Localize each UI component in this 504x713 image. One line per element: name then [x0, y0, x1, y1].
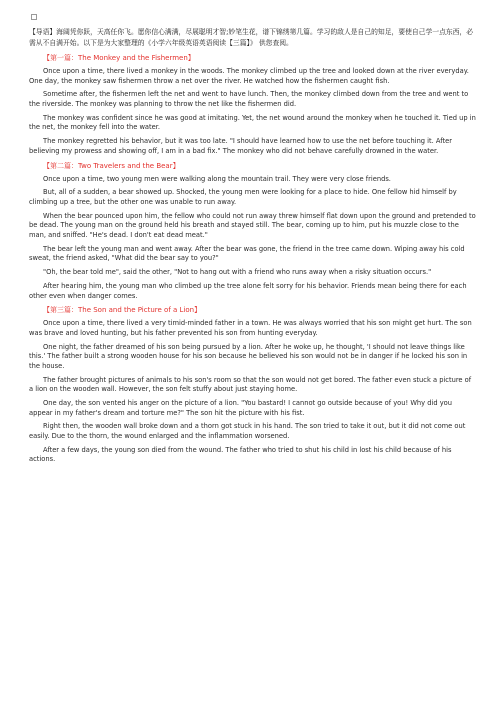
intro-text: 【导语】海阔凭你跃，天高任你飞。愿你信心满满，尽展聪明才智;妙笔生花，谱下锦绣第几篇。学习的敌人是自己的知足，要使自己学一点东西，必需从不自满开始。以下是为大家整理的《小学六年级英语英语阅读【三篇】》 供您查阅。: [29, 28, 474, 47]
story-paragraph: Once upon a time, there lived a very timid-minded father in a town. He was always worried that his son might get hurt. The son was brave and loved hunting, but his father prevented his son from hunting everyday.: [29, 319, 472, 337]
story-paragraph: Sometime after, the fishermen left the net and went to have lunch. Then, the monkey climbed down from the tree and went to the riverside. The monkey was planning to throw the net like the fishermen did.: [29, 90, 469, 108]
story-paragraph: One night, the father dreamed of his son being pursued by a lion. After he woke up, he thought, 'I should not leave things like this.' The father built a strong wooden house for his son because he believed his son would not be in danger if he locked his son in the house.: [29, 342, 468, 370]
story-sections: [29, 53, 476, 465]
section-title: 【第一篇：The Monkey and the Fishermen】: [43, 54, 195, 62]
document-body: [29, 27, 476, 469]
story-paragraph: Once upon a time, there lived a monkey in the woods. The monkey climbed up the tree and looked down at the river everyday. One day, the monkey saw fishermen throw a net over the river. He watched how the fishermen caught fish.: [29, 67, 469, 85]
page-corner-mark: [31, 14, 37, 20]
story-paragraph: The monkey was confident since he was good at imitating. Yet, the net wound around the monkey when he touched it. Tied up in the net, the monkey fell into the water.: [29, 113, 476, 132]
story-paragraph: Right then, the wooden wall broke down and a thorn got stuck in his hand. The son tried to take it out, but it did not come out easily. Due to the thorn, the wound enlarged and the inflammation worsened.: [29, 422, 466, 440]
story-section: [29, 161, 476, 301]
story-paragraph: The monkey regretted his behavior, but it was too late. "I should have learned how to use the net before touching it. After believing my prowess and showing off, I am in a bad fix." The monkey who did not behave carefully drowned in the water.: [29, 137, 452, 155]
section-title: 【第三篇：The Son and the Picture of a Lion】: [43, 306, 202, 315]
story-paragraph: After a few days, the young son died from the wound. The father who tried to shut his child in lost his child because of his actions.: [29, 445, 452, 464]
story-paragraph: Once upon a time, two young men were walking along the mountain trail. They were very close friends.: [43, 174, 391, 183]
story-paragraph: The father brought pictures of animals to his son's room so that the son would not get bored. The father even stuck a picture of a lion on the wooden wall. However, the son felt stuffy about just staying home.: [29, 375, 472, 394]
story-paragraph: "Oh, the bear told me", said the other, "Not to hang out with a friend who runs away when a risky situation occurs.": [43, 268, 432, 277]
story-section: [29, 305, 476, 464]
story-paragraph: One day, the son vented his anger on the picture of a lion. "You bastard! I cannot go outside because of you! Why did you appear in my father's dream and torture me?" The son hit the picture with his fist.: [29, 399, 453, 417]
story-paragraph: When the bear pounced upon him, the fellow who could not run away threw himself flat down upon the ground and pretended to be dead. The young man on the ground held his breath and stayed still. The bear, coming up to him, put his muzzle close to the man, and sniffed. "He's dead. I don't eat dead meat.": [29, 211, 476, 239]
section-title: 【第二篇：Two Travelers and the Bear】: [43, 161, 180, 170]
story-paragraph: The bear left the young man and went away. After the bear was gone, the friend in the tree came down. Wiping away his cold sweat, the friend asked, "What did the bear say to you?": [29, 244, 465, 263]
story-section: [29, 53, 476, 156]
story-paragraph: After hearing him, the young man who climbed up the tree alone felt sorry for his behavior. Friends mean being there for each other even when danger comes.: [29, 282, 467, 300]
story-paragraph: But, all of a sudden, a bear showed up. Shocked, the young men were looking for a place to hide. One fellow hid himself by climbing up a tree, but the other one was unable to run away.: [29, 188, 457, 206]
